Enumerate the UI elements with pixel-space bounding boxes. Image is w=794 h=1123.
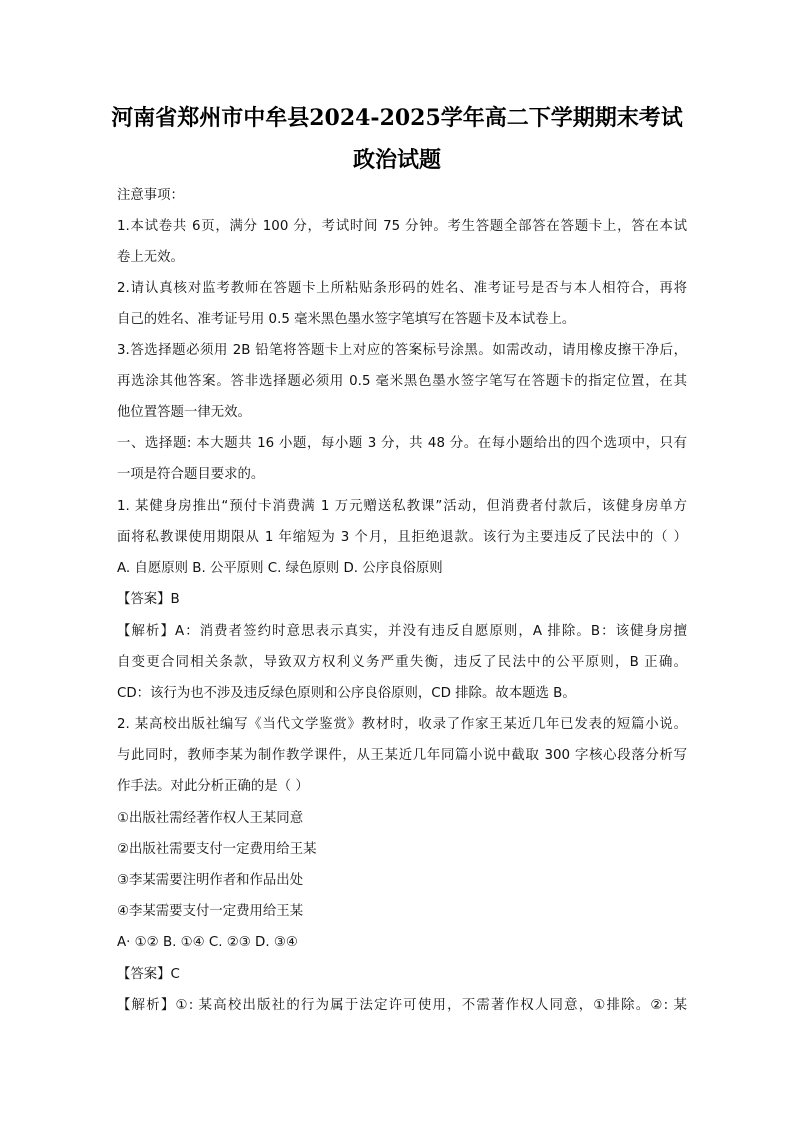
notice-item-2-cont: 自己的姓名、准考证号用 0.5 毫米黑色墨水签字笔填写在答题卡及本试卷上。 <box>117 312 576 327</box>
question-2-statement-1: ①出版社需经著作权人王某同意 <box>117 811 304 826</box>
question-1-stem: 1. 某健身房推出“预付卡消费满 1 万元赠送私教课”活动，但消费者付款后，该健身房单方 <box>117 499 687 514</box>
notice-item-3: 3.答选择题必须用 2B 铅笔将答题卡上对应的答案标号涂黑。如需改动，请用橡皮擦干净后， <box>117 343 687 358</box>
question-2-stem-end: 作手法。对此分析正确的是（ ） <box>117 779 309 794</box>
question-2-answer: 【答案】C <box>117 967 180 982</box>
notice-heading: 注意事项： <box>117 188 184 203</box>
question-2-options: A· ①② B. ①④ C. ②③ D. ③④ <box>117 935 298 950</box>
question-1-answer: 【答案】B <box>117 592 180 607</box>
section-heading-cont: 一项是符合题目要求的。 <box>117 467 265 482</box>
question-1-options: A. 自愿原则 B. 公平原则 C. 绿色原则 D. 公序良俗原则 <box>117 561 443 576</box>
question-1-analysis: 【解析】A：消费者签约时意思表示真实，并没有违反自愿原则，A 排除。B：该健身房擅 <box>117 624 687 639</box>
section-heading: 一、选择题: 本大题共 16 小题，每小题 3 分，共 48 分。在每小题给出的四个选项中，只有 <box>117 436 687 451</box>
question-2-stem: 2. 某高校出版社编写《当代文学鉴赏》教材时，收录了作家王某近几年已发表的短篇小说。 <box>117 717 687 732</box>
question-2-stem-cont: 与此同时，教师李某为制作教学课件，从王某近几年同篇小说中截取 300 字核心段落分析写 <box>117 748 687 763</box>
notice-item-3-cont: 再选涂其他答案。答非选择题必须用 0.5 毫米黑色墨水签字笔写在答题卡的指定位置，在其 <box>117 374 687 389</box>
document-title: 河南省郑州市中牟县2024-2025学年高二下学期期末考试 <box>111 105 683 131</box>
question-2-statement-4: ④李某需要支付一定费用给王某 <box>117 904 304 919</box>
question-1-analysis-cont: 自变更合同相关条款，导致双方权利义务严重失衡，违反了民法中的公平原则，B 正确。 <box>117 655 687 670</box>
question-2-statement-3: ③李某需要注明作者和作品出处 <box>117 873 304 888</box>
document-subtitle: 政治试题 <box>352 147 441 173</box>
question-2-statement-2: ②出版社需要支付一定费用给王某 <box>117 842 317 857</box>
question-2-analysis: 【解析】①: 某高校出版社的行为属于法定许可使用，不需著作权人同意，①排除。②: 某 <box>117 998 687 1013</box>
notice-item-2: 2.请认真核对监考教师在答题卡上所粘贴条形码的姓名、准考证号是否与本人相符合，再将 <box>117 281 687 296</box>
notice-item-1-cont: 卷上无效。 <box>117 250 184 265</box>
notice-item-1: 1.本试卷共 6页，满分 100 分，考试时间 75 分钟。考生答题全部答在答题卡上，答在本试 <box>117 219 687 234</box>
question-1-stem-cont: 面将私教课使用期限从 1 年缩短为 3 个月，且拒绝退款。该行为主要违反了民法中的（ ） <box>117 530 687 545</box>
question-1-analysis-end: CD：该行为也不涉及违反绿色原则和公序良俗原则，CD 排除。故本题选 B。 <box>117 686 576 701</box>
notice-item-3-end: 他位置答题一律无效。 <box>117 405 251 420</box>
